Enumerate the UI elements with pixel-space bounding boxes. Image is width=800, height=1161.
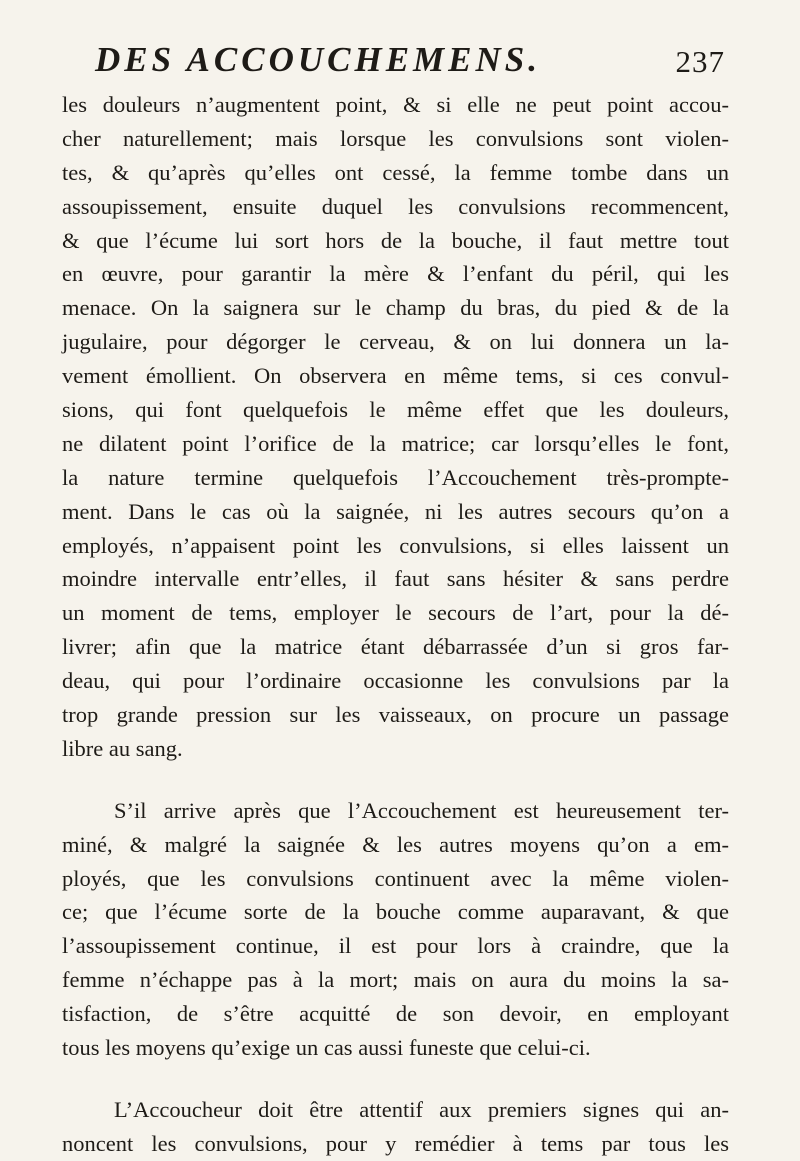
- text-line: libre au sang.: [62, 735, 183, 761]
- running-head: DES ACCOUCHEMENS.: [95, 40, 541, 79]
- text-line: employés, n’appaisent point les convulsions, si elles laissent un: [62, 532, 729, 558]
- text-line: moindre intervalle entr’elles, il faut sans hésiter & sans perdre: [62, 566, 729, 592]
- text-line: miné, & malgré la saignée & les autres moyens qu’on a em-: [62, 831, 729, 857]
- text-line: un moment de tems, employer le secours de l’art, pour la dé-: [62, 600, 729, 626]
- text-line: noncent les convulsions, pour y remédier à tems par tous les: [62, 1130, 729, 1156]
- text-line: l’assoupissement continue, il est pour lors à craindre, que la: [62, 933, 729, 959]
- text-line: menace. On la saignera sur le champ du bras, du pied & de la: [62, 295, 729, 321]
- text-line: sions, qui font quelquefois le même effet que les douleurs,: [62, 397, 729, 423]
- text-line: tisfaction, de s’être acquitté de son devoir, en employant: [62, 1001, 729, 1027]
- text-line: ne dilatent point l’orifice de la matrice; car lorsqu’elles le font,: [62, 430, 729, 456]
- text-line: tes, & qu’après qu’elles ont cessé, la femme tombe dans un: [62, 159, 729, 185]
- text-line: la nature termine quelquefois l’Accouchement très-prompte-: [62, 464, 729, 490]
- text-line: en œuvre, pour garantir la mère & l’enfant du péril, qui les: [62, 261, 729, 287]
- text-line: L’Accoucheur doit être attentif aux premiers signes qui an-: [114, 1096, 729, 1122]
- text-line: jugulaire, pour dégorger le cerveau, & on lui donnera un la-: [62, 329, 729, 355]
- paragraph-2: [62, 794, 729, 1065]
- paragraph-gap: [62, 766, 729, 794]
- text-line: livrer; afin que la matrice étant débarrassée d’un si gros far-: [62, 634, 729, 660]
- text-line: tous les moyens qu’exige un cas aussi funeste que celui-ci.: [62, 1035, 591, 1061]
- text-line: ployés, que les convulsions continuent avec la même violen-: [62, 865, 729, 891]
- text-line: assoupissement, ensuite duquel les convulsions recommencent,: [62, 193, 729, 219]
- text-line: & que l’écume lui sort hors de la bouche, il faut mettre tout: [62, 227, 729, 253]
- text-line: cher naturellement; mais lorsque les convulsions sont violen-: [62, 125, 729, 151]
- paragraph-1: [62, 88, 729, 766]
- body-text: [62, 88, 729, 1161]
- text-line: femme n’échappe pas à la mort; mais on aura du moins la sa-: [62, 967, 729, 993]
- text-line: S’il arrive après que l’Accouchement est heureusement ter-: [114, 797, 729, 823]
- text-line: les douleurs n’augmentent point, & si elle ne peut point accou-: [62, 92, 729, 117]
- text-line: trop grande pression sur les vaisseaux, on procure un passage: [62, 702, 729, 728]
- paragraph-gap: [62, 1065, 729, 1093]
- text-line: ce; que l’écume sorte de la bouche comme auparavant, & que: [62, 899, 729, 925]
- text-line: vement émollient. On observera en même tems, si ces convul-: [62, 363, 729, 389]
- page-header: [95, 40, 725, 90]
- text-line: deau, qui pour l’ordinaire occasionne les convulsions par la: [62, 668, 729, 694]
- text-line: ment. Dans le cas où la saignée, ni les autres secours qu’on a: [62, 498, 729, 524]
- page-number: 237: [675, 44, 725, 79]
